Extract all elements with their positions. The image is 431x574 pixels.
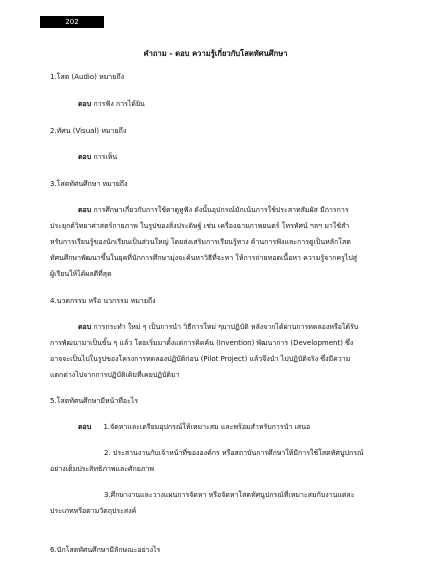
answer-label: ตอบ [78, 153, 92, 161]
answer-5-point-3-line-2: ประเภทหรือตามวัตถุประสงค์ [50, 507, 137, 515]
answer-5-point-3-line-1: 3.ศึกษางานและวางแผนการจัดหา หรือจัดหาโสตทัศนูปกรณ์ที่เหมาะสมกับงานแต่ละ [104, 491, 355, 499]
question-2: 2.ทัศน (Visual) หมายถึง [50, 127, 127, 135]
page-number: 202 [65, 18, 79, 26]
answer-text: การเห็น [93, 153, 118, 161]
answer-label: ตอบ [78, 206, 92, 214]
answer-4-line-1 [78, 323, 358, 332]
answer-3-line-2: ประยุกต์วิทยาศาสตร์กายภาพ ในรูปของสิ่งประดิษฐ์ เช่น เครื่องฉายภาพยนตร์ โทรทัศน์ ฯลฯ มาใช้สำ [50, 222, 350, 230]
answer-5-line-1 [78, 423, 310, 432]
answer-text: การฟัง การได้ยิน [93, 100, 145, 108]
question-5: 5.โสตทัศนศึกษามีหน้าที่อะไร [50, 397, 139, 405]
answer-label: ตอบ [78, 100, 92, 108]
answer-4-line-4: แตกต่างไปจากการปฏิบัติเดิมที่เคยปฏิบัติมา [50, 371, 180, 379]
answer-label: ตอบ [78, 323, 92, 331]
answer-1 [78, 100, 145, 109]
question-4: 4.นวตกรรม หรือ นวกรรม หมายถึง [50, 297, 156, 305]
answer-3-line-3: หรับการเรียนรู้ของนักเรียนเป็นส่วนใหญ่ โดยส่งเสริมการเรียนรู้ทาง ด้านการฟังและการดูเป็นหลักโสต [50, 238, 351, 246]
answer-2 [78, 153, 117, 162]
answer-text: การศึกษาเกี่ยวกับการใช้ตาดูหูฟัง ดังนั้นอุปกรณ์มักเน้นการใช้ประสาทสัมผัส มีการการ [93, 206, 349, 214]
question-3: 3.โสตทัศนศึกษา หมายถึง [50, 180, 128, 188]
answer-3-line-1 [78, 206, 349, 215]
question-1: 1.โสต (Audio) หมายถึง [50, 73, 124, 81]
page-title: คำถาม - ตอบ ความรู้เกี่ยวกับโสตทัศนศึกษา [143, 49, 288, 58]
answer-3-line-5: ผู้เรียนให้ได้ผลดีที่สุด [50, 270, 112, 278]
answer-text: การกระทำ ใหม่ ๆ เป็นการนำ วิธีการใหม่ ๆมาปฏิบัติ หลังจากได้ผ่านการทดลองหรือได้รับ [93, 323, 359, 331]
answer-5-point-2-line-1: 2. ประสานงานกับเจ้าหน้าที่ขององค์กร หรือสถาบันการศึกษาให้มีการใช้โสตทัศนูปกรณ์ [104, 449, 364, 457]
answer-label: ตอบ [78, 423, 92, 431]
question-6: 6.นักโสตทัศนศึกษามีลักษณะอย่างไร [50, 546, 161, 554]
answer-3-line-4: ทัศนศึกษาพัฒนาขึ้นในยุคที่นักการศึกษามุ่งจะค้นหาวิธีที่จะหา ให้การถ่ายทอดเนื้อหา ความรู้จากครูไปสู่ [50, 254, 358, 262]
answer-4-line-2: การพัฒนามาเป็นขั้น ๆ แล้ว โดยเริ่มมาตั้งแต่การคิดค้น (Invention) พัฒนาการ (Development) ซึ่ง [50, 339, 354, 347]
page-number-bar [40, 16, 104, 28]
answer-5-point-2-line-2: อย่างเต็มประสิทธิภาพและศักยภาพ [50, 465, 154, 473]
answer-text: 1.จัดหาและเตรียมอุปกรณ์ให้เหมาะสม และพร้อมสำหรับการนำ เสนอ [103, 423, 311, 431]
answer-4-line-3: อาจจะเป็นไปในรูปของโครงการทดลองปฏิบัติก่อน (Pilot Project) แล้วจึงนำ ไปปฏิบัติจริง ซึ่งมีความ [50, 355, 351, 363]
